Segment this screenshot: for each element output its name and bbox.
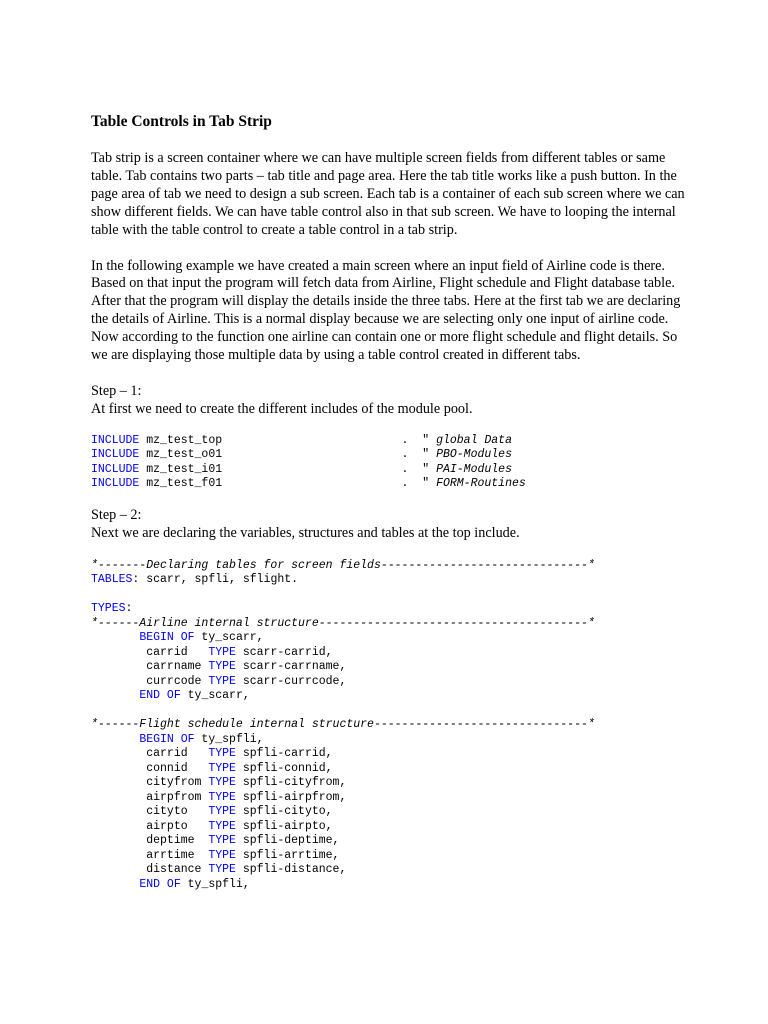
step-1-label: Step – 1: [91,382,142,399]
code-comment: PBO-Modules [436,448,512,462]
code-keyword: BEGIN OF [139,732,195,746]
code-keyword: TYPE [208,790,236,804]
code-text: scarr-carrid, [235,645,333,659]
code-keyword: TYPE [208,674,236,688]
code-line [91,776,691,791]
step-2-label: Step – 2: [91,506,142,523]
code-text: mz_test_f01 . " [139,477,437,491]
code-keyword: TYPE [208,776,236,790]
code-line [91,704,691,719]
code-comment: *------Flight schedule internal structure-------------------------------* [91,718,595,732]
code-text: spfli-cityto, [235,805,333,819]
code-line [91,660,691,675]
code-block-declarations [91,559,691,893]
code-text: spfli-distance, [235,863,347,877]
code-keyword: INCLUDE [91,462,140,476]
step-1-text: At first we need to create the different includes of the module pool. [91,400,473,417]
code-keyword: TYPE [208,747,236,761]
code-text: airpto [91,819,209,833]
code-keyword: END OF [139,689,181,703]
code-text: ty_scarr, [194,631,264,645]
code-text: spfli-cityfrom, [235,776,347,790]
code-text [91,588,98,601]
code-line [91,573,691,588]
code-text: carrid [91,747,209,761]
code-line [91,434,691,449]
code-comment: global Data [436,433,512,447]
code-keyword: TYPE [208,819,236,833]
code-line [91,631,691,646]
code-keyword: TYPE [208,805,236,819]
code-text: carrname [91,660,209,674]
code-line [91,463,691,478]
code-line [91,602,691,617]
code-text: mz_test_i01 . " [139,462,437,476]
code-keyword: END OF [139,877,181,891]
code-line [91,689,691,704]
code-keyword: INCLUDE [91,448,140,462]
code-text: spfli-carrid, [235,747,333,761]
code-text: spfli-airpfrom, [235,790,347,804]
code-text: cityfrom [91,776,209,790]
code-text: spfli-connid, [235,761,333,775]
code-keyword: BEGIN OF [139,631,195,645]
code-line [91,646,691,661]
code-keyword: TABLES [91,573,133,587]
code-line [91,718,691,733]
code-line [91,559,691,574]
code-text: currcode [91,674,209,688]
code-text: mz_test_top . " [139,433,437,447]
document-title: Table Controls in Tab Strip [91,113,272,130]
code-keyword: TYPE [208,660,236,674]
code-comment: *------Airline internal structure---------------------------------------* [91,616,595,630]
code-keyword: TYPE [208,645,236,659]
code-keyword: INCLUDE [91,433,140,447]
intro-paragraph: Tab strip is a screen container where we can have multiple screen fields from different tables or same table. Tab contains two parts – tab title and page area. Here the tab title works like a push button. In the page area of tab we need to design a sub screen. Each tab is a container of each sub screen where we can show different fields. We can have table control also in that sub screen. We have to looping the internal table with the table control to create a table control in a tab strip. [91,150,685,238]
code-text [91,878,139,891]
code-keyword: TYPE [208,834,236,848]
code-text: : scarr, spfli, sflight. [132,573,299,587]
code-line [91,733,691,748]
code-text: ty_spfli, [194,732,264,746]
code-keyword: TYPE [208,761,236,775]
code-line [91,675,691,690]
code-text: connid [91,761,209,775]
code-text [91,704,98,717]
code-text: scarr-carrname, [235,660,347,674]
code-text: deptime [91,834,209,848]
code-line [91,805,691,820]
code-line [91,820,691,835]
code-text: ty_scarr, [180,689,250,703]
code-text [91,733,139,746]
code-line [91,448,691,463]
step-2-text: Next we are declaring the variables, structures and tables at the top include. [91,524,520,541]
code-comment: *-------Declaring tables for screen fields------------------------------* [91,558,595,572]
code-line [91,588,691,603]
code-text [91,689,139,702]
example-paragraph: In the following example we have created a main screen where an input field of Airline code is there. Based on that input the program will fetch data from Airline, Flight schedule and Flight database table. After that the program will display the details inside the three tabs. Here at the first tab we are declaring the details of Airline. This is a normal display because we are selecting only one input of airline code. Now according to the function one airline can contain one or more flight schedule and flight details. So we are displaying those multiple data by using a table control created in different tabs. [91,257,681,364]
code-line [91,849,691,864]
code-line [91,762,691,777]
code-text: distance [91,863,209,877]
code-text: ty_spfli, [180,877,250,891]
document-page [91,112,691,892]
code-keyword: TYPES [91,602,126,616]
code-line [91,834,691,849]
code-comment: FORM-Routines [436,477,526,491]
code-line [91,747,691,762]
code-line [91,791,691,806]
code-line [91,617,691,632]
code-line [91,863,691,878]
code-block-includes [91,434,691,492]
code-text: carrid [91,645,209,659]
code-text: airpfrom [91,790,209,804]
code-text: : [125,602,133,616]
code-text: spfli-arrtime, [235,848,340,862]
code-text: spfli-deptime, [235,834,340,848]
code-keyword: INCLUDE [91,477,140,491]
code-text: mz_test_o01 . " [139,448,437,462]
code-line [91,878,691,893]
code-text: arrtime [91,848,209,862]
code-line [91,477,691,492]
code-text: cityto [91,805,209,819]
code-keyword: TYPE [208,848,236,862]
code-keyword: TYPE [208,863,236,877]
code-text [91,631,139,644]
code-text: spfli-airpto, [235,819,333,833]
code-comment: PAI-Modules [436,462,512,476]
code-text: scarr-currcode, [235,674,347,688]
